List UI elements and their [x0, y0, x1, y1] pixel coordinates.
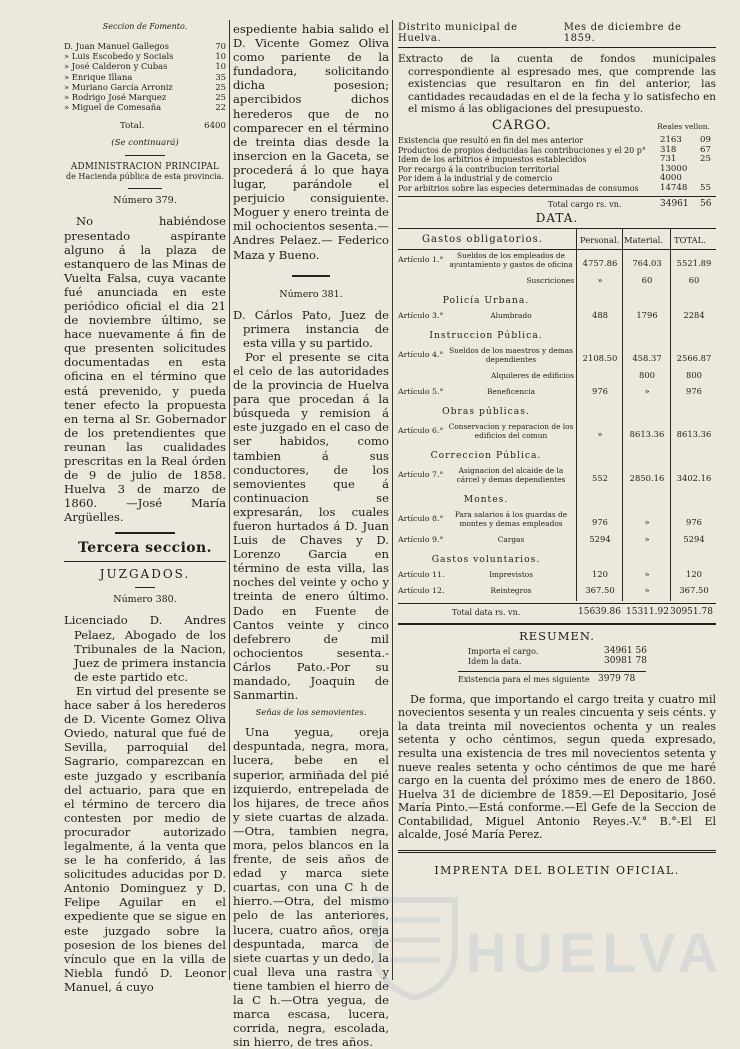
cargo-title: CARGO.: [492, 117, 552, 133]
list-item: [64, 92, 226, 102]
total-value: 800: [686, 369, 702, 380]
cargo-row-value: 2163: [660, 134, 682, 145]
total-value: 976: [686, 516, 702, 527]
notice-380-heading: Licenciado D. Andres Pelaez, Abogado de los Tribunales de la Nacion, Juez de primera instancia de este partido etc.: [64, 613, 226, 684]
cargo-row: [398, 184, 716, 194]
cargo-row-value: 4000: [660, 173, 682, 184]
total-value: 5294: [683, 533, 705, 544]
cargo-total-row: [398, 196, 716, 210]
data-article-row: [398, 345, 716, 365]
resumen-title: RESUMEN.: [519, 628, 595, 643]
column-1: [64, 22, 226, 994]
article-label: Artículo 1.°: [398, 254, 444, 264]
data-sub-row: [398, 275, 716, 286]
data-table: [398, 250, 716, 603]
article-description: Asignacion del alcaide de la cárcel y demas dependientes: [456, 465, 566, 484]
cargo-row-label: Productos de propios deducidas las contribuciones y el 20 p°: [398, 145, 646, 155]
list-item: [64, 51, 226, 61]
article-description: Reintegros: [490, 585, 532, 595]
list-item-name: » Miguel de Comesaña: [64, 102, 162, 113]
material-value: 458.37: [632, 352, 662, 363]
personal-value: »: [597, 274, 603, 285]
list-item-value: 35: [215, 71, 226, 82]
data-total-total: 30951.78: [670, 606, 713, 617]
list-item-name: » Rodrigo José Marquez: [64, 92, 167, 103]
sub-description: Alquileres de edificios: [491, 370, 574, 380]
data-article-row: [398, 386, 716, 397]
article-label: Artículo 12.: [398, 585, 445, 595]
cargo-row-value: 14748: [660, 182, 688, 193]
data-article-row: [398, 421, 716, 441]
cargo-total: 34961: [660, 198, 689, 209]
continued-note: (Se continuará): [111, 138, 179, 149]
total-value: 2284: [683, 309, 705, 320]
section-title: Tercera seccion.: [78, 540, 212, 557]
watermark-text: HUELVA: [466, 921, 724, 984]
divider: [125, 155, 165, 156]
material-value: »: [644, 533, 650, 544]
data-total-personal: 15639.86: [578, 606, 621, 617]
notice-379-text: No habiéndose presentado aspirante alguno á la plaza de estanquero de las Minas de Vuelta Falsa, cuya vacante fué anunciada en este periódico oficial el dia 21 de noviembre último, se hace nuevamente á fin de que presenten solicitudes documentadas en esta oficina en el término que está prevenido, y pueda tener efecto la propuesta en terna al Sr. Gobernador de los pretendientes que reunan las cualidades prescritas en la Real órden de 9 de julio de 1858. Huelva 3 de marzo de 1860. —José María Argüelles.: [64, 214, 226, 525]
material-value: »: [644, 584, 650, 595]
printer-footer: [398, 850, 716, 878]
notice-381-text: Por el presente se cita el celo de las autoridades de la provincia de Huelva para que procedan á la búsqueda y remision á este juzgado en el caso de ser habidos, como tambien á sus conductores, de los semovientes que á continuacion se expresarán, los cuales fueron hurtados á D. Juan Luis de Chaves y D. Lorenzo Garcia en término de esta villa, las noches del veinte y ocho y treinta de enero último. Dado en Fuente de Cantos veinte y cinco defebrero de mil ochocientos sesenta.-Cárlos Pato.-Por su mandado, Joaquin de Sanmartin.: [233, 349, 389, 703]
cargo-total-cents: 56: [700, 198, 712, 209]
total-value: 60: [688, 274, 700, 285]
article-label: Artículo 9.°: [398, 534, 444, 544]
list-item-value: 10: [215, 51, 226, 62]
column-2: [233, 22, 389, 1049]
material-value: »: [644, 385, 650, 396]
data-total-material: 15311.92: [626, 606, 669, 617]
total-value: 120: [686, 568, 702, 579]
list-item: [64, 82, 226, 92]
total-label: Total.: [120, 121, 145, 132]
data-sub-row: [398, 370, 716, 381]
data-article-row: [398, 250, 716, 270]
divider: [64, 561, 226, 562]
resumen-cargo-label: Importa el cargo.: [468, 646, 539, 656]
article-label: Artículo 5.°: [398, 386, 444, 396]
column-rule-1: [229, 20, 230, 980]
cargo-row-cents: 67: [700, 144, 711, 155]
article-description: Beneficencia: [486, 386, 536, 396]
cargo-row-label: Por arbitrios sobre las especies determinadas de consumos: [398, 183, 639, 193]
data-section-title: Instruccion Pública.: [429, 329, 543, 341]
list-item: [64, 41, 226, 51]
personal-value: 976: [592, 385, 608, 396]
personal-value: 367.50: [585, 584, 615, 595]
resumen-data: 30981 78: [604, 655, 647, 666]
data-section-title: Montes.: [463, 493, 509, 505]
month-label: Mes de diciembre de 1859.: [563, 22, 682, 44]
livestock-description: Una yegua, oreja despuntada, negra, mora, lucera, bebe en el superior, armiñada del pié izquierdo, entrepelada de los hijares, de trece años y siete cuartas de alzada.—Otra, tambien negra, mora, pelos blancos en la frente, de seis años de edad y marca siete cuartas, con una C h de hierro.—Otra, del mismo pelo de las anteriores, lucera, cuatro años, oreja despuntada, marca de siete cuartas y un dedo, la cual lleva una rastra y tiene tambien el hierro de la C h.—Otra yegua, de marca escasa, lucera, corrida, negra, escolada, sin hierro, de tres años.: [233, 725, 389, 1049]
table-column-rule: [670, 228, 671, 601]
reales-label: Reales vellon.: [657, 121, 710, 131]
admin-title: ADMINISTRACION PRINCIPAL: [70, 162, 220, 173]
livestock-heading: Señas de los semovientes.: [255, 707, 367, 718]
cargo-row-value: 731: [660, 154, 677, 165]
cargo-row-value: 318: [660, 144, 677, 155]
personal-value: 5294: [589, 533, 611, 544]
list-item-name: D. Juan Manuel Gallegos: [64, 41, 169, 51]
article-label: Artículo 3.°: [398, 310, 444, 320]
total-value: 5521.89: [676, 257, 712, 268]
list-item-name: » Muriano García Arroniz: [64, 81, 173, 92]
cargo-row-label: Existencia que resultó en fin del mes anterior: [398, 135, 584, 145]
total-value: 2566.87: [676, 352, 712, 363]
data-total-row: [398, 603, 716, 621]
data-section-title: Policía Urbana.: [442, 294, 530, 306]
list-item-value: 25: [215, 81, 226, 92]
personal-value: 488: [592, 309, 608, 320]
total-value: 367.50: [679, 584, 709, 595]
data-article-row: [398, 569, 716, 580]
cargo-row-label: Idem de los arbitrios é impuestos establecidos: [398, 155, 587, 165]
personal-header: Personal.: [580, 234, 620, 245]
list-item-name: » José Calderon y Cubas: [64, 61, 168, 72]
total-value: 3402.16: [676, 472, 712, 483]
resumen-cargo: 34961 56: [604, 645, 647, 656]
notice-number-380: Número 380.: [113, 594, 177, 606]
list-item-value: 25: [215, 92, 226, 103]
cargo-row-cents: 55: [700, 182, 711, 193]
material-value: »: [644, 568, 650, 579]
table-column-rule: [622, 228, 623, 601]
divider: [128, 188, 162, 189]
article-description: Conservacion y reparacion de los edificios del comun: [448, 421, 574, 440]
crest-icon: [370, 890, 460, 1000]
list-item: [64, 72, 226, 82]
sub-description: Suscriciones: [526, 275, 574, 285]
material-header: Material.: [624, 234, 663, 245]
divider: [115, 532, 175, 534]
existencia-row: [458, 671, 646, 685]
list-item-value: 10: [215, 61, 226, 72]
article-description: Alumbrado: [490, 310, 532, 320]
juzgados-title: JUZGADOS.: [99, 567, 191, 582]
district-label: Distrito municipal de Huelva.: [398, 22, 518, 44]
data-total-label: Total data rs. vn.: [452, 607, 521, 617]
article-description: Sueldos de los empleados de ayuntamiento y gastos de oficina: [449, 250, 573, 269]
personal-value: »: [597, 428, 603, 439]
total-value: 6400: [204, 121, 226, 132]
notice-number-379: Número 379.: [113, 195, 177, 207]
cargo-heading-row: [398, 116, 716, 136]
list-item-name: » Enrique Illana: [64, 71, 133, 82]
library-watermark: [370, 880, 724, 1010]
list-item-value: 22: [215, 102, 226, 113]
cargo-row-label: Por idem á la industrial y de comercio: [398, 174, 553, 184]
column-3: [398, 22, 716, 878]
personal-value: 120: [592, 568, 608, 579]
data-section-title: Gastos voluntarios.: [431, 553, 541, 565]
article-label: Artículo 8.°: [398, 513, 444, 523]
list-item: [64, 61, 226, 71]
personal-value: 976: [592, 516, 608, 527]
cargo-table: [398, 136, 716, 194]
material-value: 1796: [636, 309, 658, 320]
list-item-value: 70: [215, 41, 226, 51]
article-label: Artículo 4.°: [398, 349, 444, 359]
material-value: 60: [641, 274, 653, 285]
resumen-data-label: Idem la data.: [468, 656, 522, 666]
data-article-row: [398, 585, 716, 596]
article-description: Cargas: [497, 534, 525, 544]
material-value: »: [644, 516, 650, 527]
article-label: Artículo 6.°: [398, 425, 444, 435]
cargo-row-label: Por recargo á la contribucion territorial: [398, 164, 560, 174]
cargo-row-cents: 09: [700, 134, 711, 145]
notice-380-continuation: espediente habia salido el D. Vicente Gomez Oliva como pariente de la fundadora, solicitando dicha posesion; apercibidos dichos herederos que de no comparecer en el término de treinta dias desde la insercion en la Gaceta, se procederá á lo que haya lugar, parándole el perjuicio consiguiente. Moguer y enero treinta de mil ochocientos sesenta.—Andres Pelaez.— Federico Maza y Bueno.: [233, 22, 389, 262]
gastos-obligatorios-label: Gastos obligatorios.: [422, 233, 543, 245]
personal-value: 2108.50: [582, 352, 618, 363]
data-article-row: [398, 310, 716, 321]
account-header: [398, 22, 716, 48]
notice-number-381: Número 381.: [279, 288, 343, 300]
printer-name: IMPRENTA DEL BOLETIN OFICIAL.: [434, 864, 680, 878]
material-value: 2850.16: [629, 472, 665, 483]
donor-list: [64, 41, 226, 112]
article-description: Para salarios á los guardas de montes y demas empleados: [454, 509, 568, 528]
divider: [398, 623, 716, 625]
data-table-header: [398, 228, 716, 250]
account-summary: Extracto de la cuenta de fondos municipales correspondiente al espresado mes, que comprende las existencias que resultaron en fin del anterior, las cantidades recaudadas en el de la fecha y lo satisfecho en el mismo á las obligaciones del presupuesto.: [398, 53, 716, 116]
list-item-name: » Luis Escobedo y Socials: [64, 51, 174, 62]
list-item: [64, 102, 226, 112]
personal-value: 552: [592, 472, 608, 483]
data-title: DATA.: [535, 210, 579, 225]
data-article-row: [398, 509, 716, 529]
data-article-row: [398, 534, 716, 545]
cargo-row-cents: 25: [700, 154, 711, 165]
existencia-label: Existencia para el mes siguiente: [458, 674, 590, 684]
table-column-rule: [576, 228, 577, 601]
notice-381-heading: D. Cárlos Pato, Juez de primera instancia de esta villa y su partido.: [233, 307, 389, 350]
cargo-row-value: 13000: [660, 163, 688, 174]
material-value: 800: [639, 369, 655, 380]
admin-subtitle: de Hacienda pública de esta provincia.: [66, 172, 224, 182]
resumen-table: [398, 645, 716, 671]
divider: [135, 587, 155, 588]
material-value: 8613.36: [629, 428, 665, 439]
section-header: Seccion de Fomento.: [102, 22, 188, 31]
total-row: [120, 121, 226, 131]
existencia-value: 3979 78: [598, 673, 636, 684]
data-article-row: [398, 465, 716, 485]
cargo-total-label: Total cargo rs. vn.: [548, 199, 622, 209]
data-section-title: Correccion Pública.: [430, 449, 542, 461]
total-value: 976: [686, 385, 702, 396]
article-label: Artículo 11.: [398, 569, 445, 579]
article-description: Sueldos de los maestros y demas dependientes: [449, 345, 573, 364]
material-value: 764.03: [632, 257, 662, 268]
notice-380-text: En virtud del presente se hace saber á los herederos de D. Vicente Gomez Oliva Oviedo, natural que fué de Sevilla, parroquial del Sagrario, comparezcan en este juzgado y escribanía del actuario, para que en el término de tercero dia contesten por medio de procurador autorizado legalmente, á la venta que se le ha conferido, á las solicitudes aducidas por D. Antonio Dominguez y D. Felipe Aguilar en el expediente que se sigue en este juzgado sobre la posesion de los bienes del vínculo que en la villa de Niebla fundó D. Leonor Manuel, á cuyo: [64, 683, 226, 994]
column-rule-2: [392, 20, 393, 980]
personal-value: 4757.86: [582, 257, 618, 268]
data-section-title: Obras públicas.: [442, 405, 530, 417]
article-description: Imprevistos: [488, 569, 534, 579]
divider: [292, 275, 330, 277]
total-value: 8613.36: [676, 428, 712, 439]
closing-statement: De forma, que importando el cargo treita y cuatro mil novecientos sesenta y un reales cincuenta y seis cénts. y la data treinta mil novecientos ochenta y un reales setenta y ocho céntimos, segun queda expresado, resulta una existencia de tres mil novecientos setenta y nueve reales setenta y ocho céntimos de que me haré cargo en la cuenta del próximo mes de enero de 1860. Huelva 31 de diciembre de 1859.—El Depositario, José María Pinto.—Está conforme.—El Gefe de la Seccion de Contabilidad, Miguel Antonio Reyes.-V.° B.°-El El alcalde, José María Perez.: [398, 692, 716, 842]
article-label: Artículo 7.°: [398, 469, 444, 479]
total-header: TOTAL.: [674, 234, 706, 245]
